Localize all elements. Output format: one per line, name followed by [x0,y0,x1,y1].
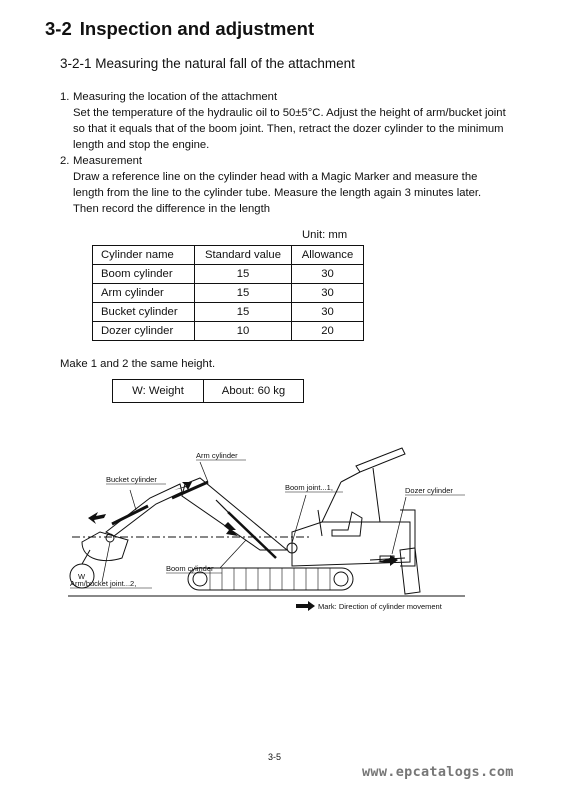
bucket-cylinder [112,506,148,524]
label-boom-joint: Boom joint...1, [285,483,333,492]
table-cell: Dozer cylinder [93,322,195,341]
table-row [93,265,364,284]
label-weight: W [78,572,86,581]
step-line: Then record the difference in the length [73,203,270,215]
height-note: Make 1 and 2 the same height. [60,358,216,370]
bucket [82,532,128,561]
step-line: length from the line to the cylinder tube. Measure the length again 3 minutes later. [73,187,482,199]
direction-arrow-icon [224,522,238,536]
page-title [45,18,314,40]
table-row [93,303,364,322]
canopy-post [373,468,380,522]
page-number: 3-5 [268,752,282,762]
table-cell: 15 [195,284,292,303]
step-line: Draw a reference line on the cylinder head with a Magic Marker and measure the [73,171,478,183]
boom [182,478,287,550]
arm [106,484,182,536]
legend-arrow-icon [296,601,315,611]
step-line: so that it equals that of the boom joint. Then, retract the dozer cylinder to the minimum [73,123,504,135]
step-line: Set the temperature of the hydraulic oil to 50±5°C. Adjust the height of arm/bucket joint [73,107,506,119]
unit-label: Unit: mm [302,229,348,241]
table-cell: 30 [292,303,364,322]
table-cell: 15 [195,265,292,284]
direction-arrow-icon [88,512,106,524]
leader-line [220,540,246,568]
legend-text: Mark: Direction of cylinder movement [318,602,442,611]
step-heading: Measurement [73,155,143,167]
table-cell: 15 [195,303,292,322]
column-header: Allowance [292,246,364,265]
table-cell: Boom cylinder [93,265,195,284]
watermark: www.epcatalogs.com [362,764,514,780]
label-boom-cylinder: Boom cylinder [166,564,214,573]
leader-line [102,542,110,582]
section-title: Inspection and adjustment [79,18,315,39]
table-row [93,322,364,341]
canopy-brace [341,472,360,482]
table-cell: Arm cylinder [93,284,195,303]
boom-cylinder-rod [216,500,228,512]
step-heading: Measuring the location of the attachment [73,91,278,103]
label-arm-bucket-joint: Arm/bucket joint...2, [70,579,137,588]
table-cell: 10 [195,322,292,341]
spec-table [92,245,364,341]
idler-wheel [193,572,207,586]
excavator-diagram [60,440,480,620]
subsection-title: 3-2-1 Measuring the natural fall of the attachment [60,56,355,71]
weight-rope [82,550,90,564]
table-row [93,284,364,303]
label-dozer-cylinder: Dozer cylinder [405,486,453,495]
canopy-roof [356,448,405,472]
step-line: length and stop the engine. [73,139,210,151]
leader-line [292,495,306,543]
column-header: Cylinder name [93,246,195,265]
column-header: Standard value [195,246,292,265]
table-cell: 30 [292,284,364,303]
step-number: 2. [60,155,70,167]
operator-seat [332,512,362,536]
leader-line [392,497,406,554]
weight-table [112,379,304,403]
sprocket-wheel [334,572,348,586]
weight-label: W: Weight [113,380,204,403]
step-number: 1. [60,91,70,103]
leader-line [130,490,136,510]
table-cell: 30 [292,265,364,284]
section-number: 3-2 [45,18,72,39]
table-header-row [93,246,364,265]
table-row [113,380,304,403]
weight-value: About: 60 kg [204,380,304,403]
procedure-steps [60,89,530,217]
engine-hood [400,510,415,566]
table-cell: Bucket cylinder [93,303,195,322]
label-bucket-cylinder: Bucket cylinder [106,475,157,484]
step-1 [60,89,530,153]
label-arm-cylinder: Arm cylinder [196,451,238,460]
table-cell: 20 [292,322,364,341]
step-2 [60,153,530,217]
track-shoes [210,568,330,590]
